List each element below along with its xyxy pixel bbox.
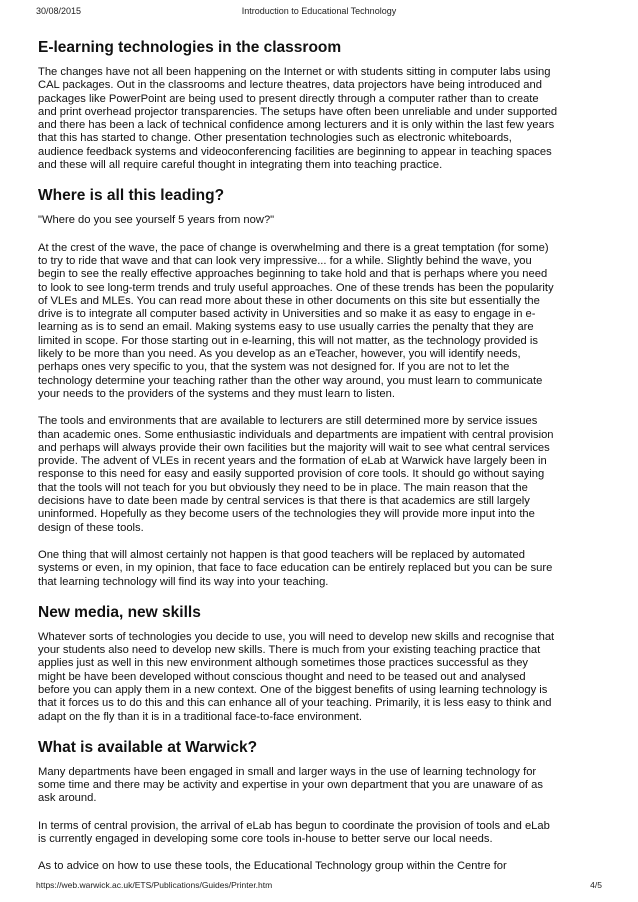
document-body — [38, 38, 558, 888]
section-elearning-classroom — [38, 38, 558, 172]
paragraph: One thing that will almost certainly not happen is that good teachers will be replaced by automated systems or even, in my opinion, that face to face education can be entirely replaced but you can be sure that learning technology will find its way into your teaching. — [38, 548, 553, 588]
paragraph: Whatever sorts of technologies you decide to use, you will need to develop new skills and recognise that your students also need to develop new skills. There is much from your existing teaching practice that applies just as well in this new environment although sometimes those practices successful as they might be have been developed without conscious thought and need to be teased out and analysed before you can apply them in a new context. One of the biggest benefits of using learning technology is that it forces us to do this and this can enhance all of your teaching. Primarily, it is less easy to think and adapt on the fly than it is in a traditional face-to-face environment. — [38, 630, 555, 723]
section-heading: What is available at Warwick? — [38, 738, 258, 756]
paragraph: The tools and environments that are available to lecturers are still determined more by service issues than academic ones. Some enthusiastic individuals and departments are impatient with central provision and perhaps will always provide their own facilities but the majority will wait to see what central services provide. The advent of VLEs in recent years and the formation of eLab at Warwick have largely been in response to this need for easy and easily supported provision of core tools. It should go without saying that the tools will not teach for you but obviously they need to be in place. The main reason that the decisions have to date been made by central services is that there is that academics are still largely uninformed. Hopefully as they become users of the technologies they will provide more input into the design of these tools. — [38, 415, 554, 534]
paragraph: "Where do you see yourself 5 years from now?" — [38, 214, 275, 227]
paragraph: At the crest of the wave, the pace of change is overwhelming and there is a great temptation (for some) to try to ride that wave and that can look very impressive... for a while. Slightly behind the wave, you begin to see the really effective approaches beginning to take hold and that is perhaps where you need to look to see long-term trends and truly useful approaches. One of these trends has been the popularity of VLEs and MLEs. You can read more about these in other documents on this site but essentially the drive is to integrate all computer based activity in Universities and so make it as easy to engage in e-learning as is to send an email. Making systems easy to use usually carries the penalty that they are limited in scope. For those starting out in e-learning, this will not matter, as the technology provided is likely to be more than you need. As you develop as an eTeacher, however, you will identify needs, perhaps ones very specific to you, that the system was not designed for. If you are not to let the technology determine your teaching rather than the other way around, you must learn to communicate your needs to the providers of the systems and they must learn to listen. — [38, 241, 554, 400]
page-number: 4/5 — [590, 880, 602, 890]
paragraph: The changes have not all been happening on the Internet or with students sitting in computer labs using CAL packages. Out in the classrooms and lecture theatres, data projectors have being introduced and packages like PowerPoint are being used to present directly through a computer rather than to create and print overhead projector transparencies. The setups have often been unreliable and under supported and there has been a lack of technical confidence among lecturers and it is only within the last few years that this has started to change. Other presentation technologies such as electronic whiteboards, audience feedback systems and videoconferencing facilities are beginning to appear in teaching spaces and these will all require careful thought in integrating them into teaching practice. — [38, 66, 558, 172]
section-warwick — [38, 738, 558, 874]
paragraph: As to advice on how to use these tools, the Educational Technology group within the Centre for — [38, 860, 507, 873]
source-url-link[interactable]: https://web.warwick.ac.uk/ETS/Publications/Guides/Printer.htm — [36, 880, 273, 890]
page-footer — [36, 880, 602, 892]
paragraph: In terms of central provision, the arrival of eLab has begun to coordinate the provision of tools and eLab is currently engaged in developing some core tools in-house to better serve our local needs. — [38, 819, 550, 846]
section-heading: E-learning technologies in the classroom — [38, 39, 342, 56]
print-date: 30/08/2015 — [36, 6, 82, 16]
section-heading: Where is all this leading? — [38, 187, 225, 205]
document-title: Introduction to Educational Technology — [241, 6, 397, 16]
paragraph: Many departments have been engaged in small and larger ways in the use of learning technology for some time and there may be activity and expertise in your own department that you are unaware of as ask around. — [38, 765, 543, 805]
section-new-media — [38, 603, 558, 724]
section-where-leading — [38, 186, 558, 588]
page-header — [36, 6, 602, 20]
section-heading: New media, new skills — [38, 603, 201, 621]
